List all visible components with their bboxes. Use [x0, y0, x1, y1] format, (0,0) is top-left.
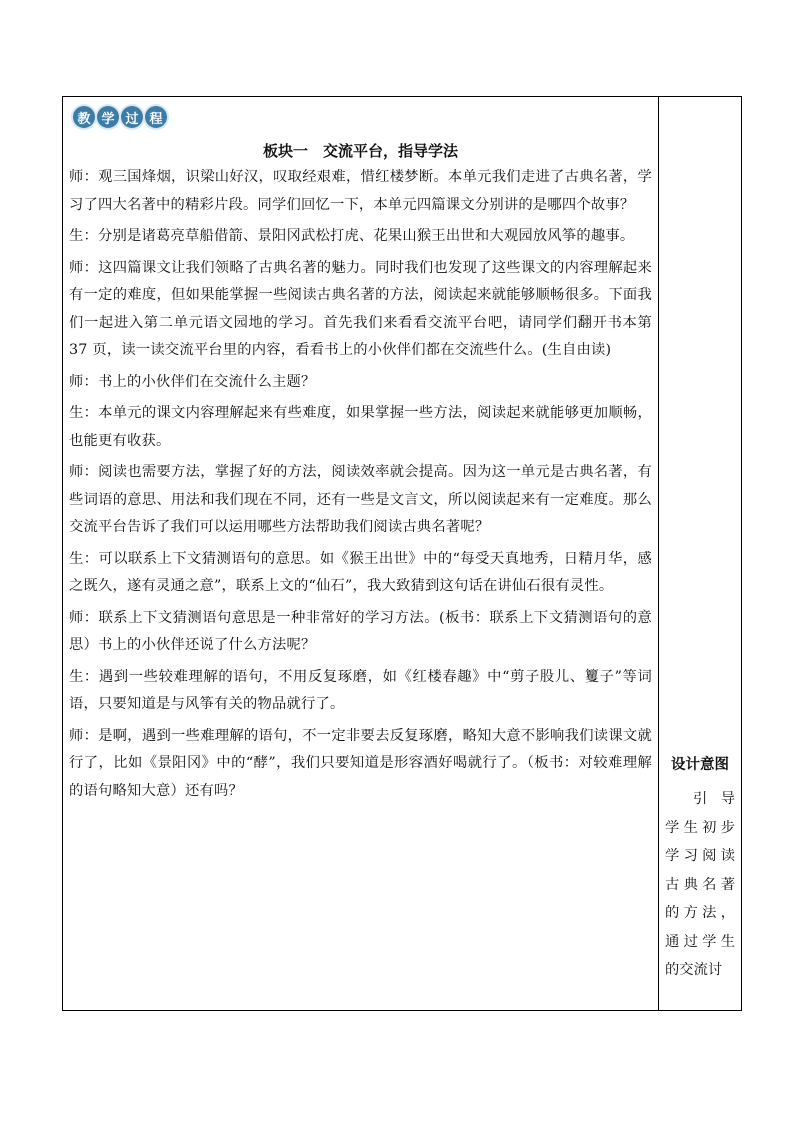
- dialogue-paragraph: 生：分别是诸葛亮草船借箭、景阳冈武松打虎、花果山猴王出世和大观园放风筝的趣事。: [69, 228, 635, 244]
- section-title: 板块一 交流平台，指导学法: [262, 142, 458, 160]
- dialogue-paragraph: 师：联系上下文猜测语句意思是一种非常好的学习方法。(板书：联系上下文猜测语句的意思）书上的小伙伴还说了什么方法呢？: [69, 609, 652, 653]
- dialogue-paragraph: 师：这四篇课文让我们领略了古典名著的魅力。同时我们也发现了这些课文的内容理解起来有一定的难度，但如果能掌握一些阅读古典名著的方法，阅读起来就能够顺畅很多。下面我们一起进入第二单元语文园地的学习。首先我们来看看交流平台吧，请同学们翻开书本第 37 页，读一读交流平台里的内容，看看书上的小伙伴们都在交流些什么。(生自由读): [69, 259, 652, 358]
- dialogue-paragraph: 师：阅读也需要方法，掌握了好的方法，阅读效率就会提高。因为这一单元是古典名著，有些词语的意思、用法和我们现在不同，还有一些是文言文，所以阅读起来有一定难度。那么交流平台告诉了我们可以运用哪些方法帮助我们阅读古典名著呢？: [69, 464, 652, 535]
- badge-char: 程: [145, 106, 167, 128]
- teaching-process-badge: [73, 106, 652, 136]
- dialogue-paragraph: 师：是啊，遇到一些难理解的语句，不一定非要去反复琢磨，略知大意不影响我们读课文就行了，比如《景阳冈》中的“酵”，我们只要知道是形容酒好喝就行了。（板书：对较难理解的语句略知大意）还有吗？: [69, 727, 652, 799]
- badge-char: 过: [121, 106, 143, 128]
- lesson-table: [62, 96, 742, 1011]
- design-intent-title: 设计意图: [671, 757, 729, 773]
- badge-char: 教: [73, 106, 95, 128]
- dialogue-paragraph: 生：可以联系上下文猜测语句的意思。如《猴王出世》中的“每受天真地秀，日精月华，感之既久，遂有灵通之意”，联系上文的“仙石”，我大致猜到这句话在讲仙石很有灵性。: [69, 550, 652, 594]
- dialogue-paragraph: 师：观三国烽烟，识梁山好汉，叹取经艰难，惜红楼梦断。本单元我们走进了古典名著，学习了四大名著中的精彩片段。同学们回忆一下，本单元四篇课文分别讲的是哪四个故事？: [69, 169, 652, 213]
- dialogue-paragraph: 生：遇到一些较难理解的语句，不用反复琢磨，如《红楼春趣》中“剪子股儿、籰子”等词语，只要知道是与风筝有关的物品就行了。: [69, 668, 652, 712]
- badge-char: 学: [97, 106, 119, 128]
- dialogue-paragraph: 师：书上的小伙伴们在交流什么主题？: [69, 373, 316, 390]
- dialogue-paragraph: 生：本单元的课文内容理解起来有些难度，如果掌握一些方法，阅读起来就能够更加顺畅，也能更有收获。: [69, 405, 652, 449]
- design-intent-text: 引导学生初步学习阅读古典名著的方法，通过学生的交流讨: [665, 791, 735, 978]
- teaching-process-cell: [63, 97, 658, 1010]
- design-intent-cell: [659, 97, 741, 1010]
